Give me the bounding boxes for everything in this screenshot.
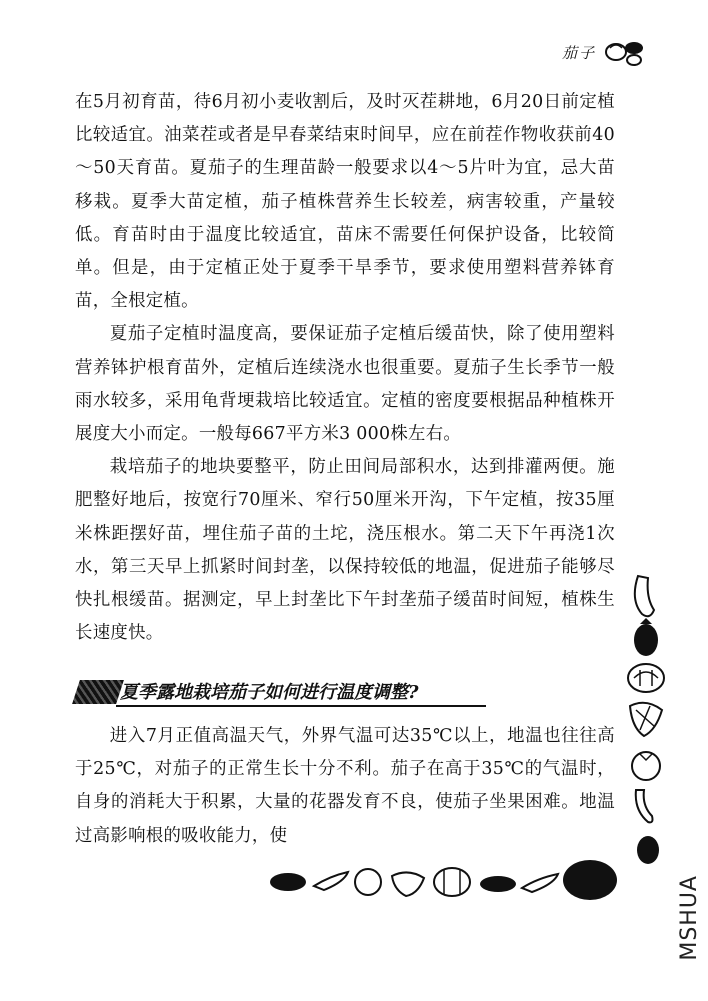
pumpkin-icon xyxy=(628,664,664,692)
running-header xyxy=(562,38,648,66)
paragraph-2: 夏茄子定植时温度高，要保证茄子定植后缓苗快，除了使用塑料营养钵护根育苗外，定植后连续浇水也很重要。夏茄子生长季节一般雨水较多，采用龟背埂栽培比较适宜。定植的密度要根据品种植株开展度大小而定。一般每667平方米3 000株左右。 xyxy=(75,324,615,445)
vegetable-cluster-icon xyxy=(604,38,648,66)
pepper-icon xyxy=(522,874,558,892)
side-vegetable-decoration xyxy=(620,570,676,870)
paragraph-1: 在5月初育苗，待6月初小麦收割后，及时灭茬耕地，6月20日前定植比较适宜。油菜茬或者是早春菜结束时间早，应在前茬作物收获前40～50天育苗。夏茄子的生理苗龄一般要求以4～5片叶为宜，忌大苗移栽。夏季大苗定植，茄子植株营养生长较差，病害较重，产量较低。育苗时由于温度比较适宜，苗床不需要任何保护设备，比较简单。但是，由于定植正处于夏季干旱季节，要求使用塑料营养钵育苗，全根定植。 xyxy=(75,92,615,312)
paragraph-4: 进入7月正值高温天气，外界气温可达35℃以上，地温也往往高于25℃，对茄子的正常生长十分不利。茄子在高于35℃的气温时，自身的消耗大于积累，大量的花器发育不良，使茄子坐果困难。地温过高影响根的吸收能力，使 xyxy=(75,726,615,846)
section-heading-underline xyxy=(116,705,486,707)
bottom-vegetable-decoration xyxy=(268,858,618,902)
pepper-icon xyxy=(636,790,653,822)
eggplant-icon xyxy=(480,876,516,892)
body-text-top xyxy=(75,86,615,650)
watermark: MSHUA xyxy=(677,875,702,961)
paragraph-3: 栽培茄子的地块要整平，防止田间局部积水，达到排灌两便。施肥整好地后，按宽行70厘米、窄行50厘米开沟，下午定植，按35厘米株距摆好苗，埋住茄子苗的土坨，浇压根水。第二天下午再浇1次水，第三天早上抓紧时间封垄，以保持较低的地温，促进茄子能够尽快扎根缓苗。据测定，早上封垄比下午封垄茄子缓苗时间短，植株生长速度快。 xyxy=(75,457,615,644)
eggplant-icon xyxy=(270,873,306,891)
section-heading-marker xyxy=(72,680,124,704)
section-heading-title: 夏季露地栽培茄子如何进行温度调整? xyxy=(120,682,419,703)
eggplant-icon xyxy=(637,836,659,864)
cabbage-icon xyxy=(392,872,424,896)
running-header-title: 茄子 xyxy=(561,43,596,62)
tomato-icon xyxy=(355,869,381,895)
pepper-icon xyxy=(635,576,654,616)
page-number-blob-icon xyxy=(563,860,617,900)
eggplant-icon xyxy=(634,618,658,656)
body-text-bottom xyxy=(75,720,615,853)
cabbage-icon xyxy=(630,703,662,736)
section-heading xyxy=(76,676,486,710)
pepper-icon xyxy=(314,872,348,890)
pumpkin-icon xyxy=(434,868,470,896)
tomato-icon xyxy=(632,752,660,780)
